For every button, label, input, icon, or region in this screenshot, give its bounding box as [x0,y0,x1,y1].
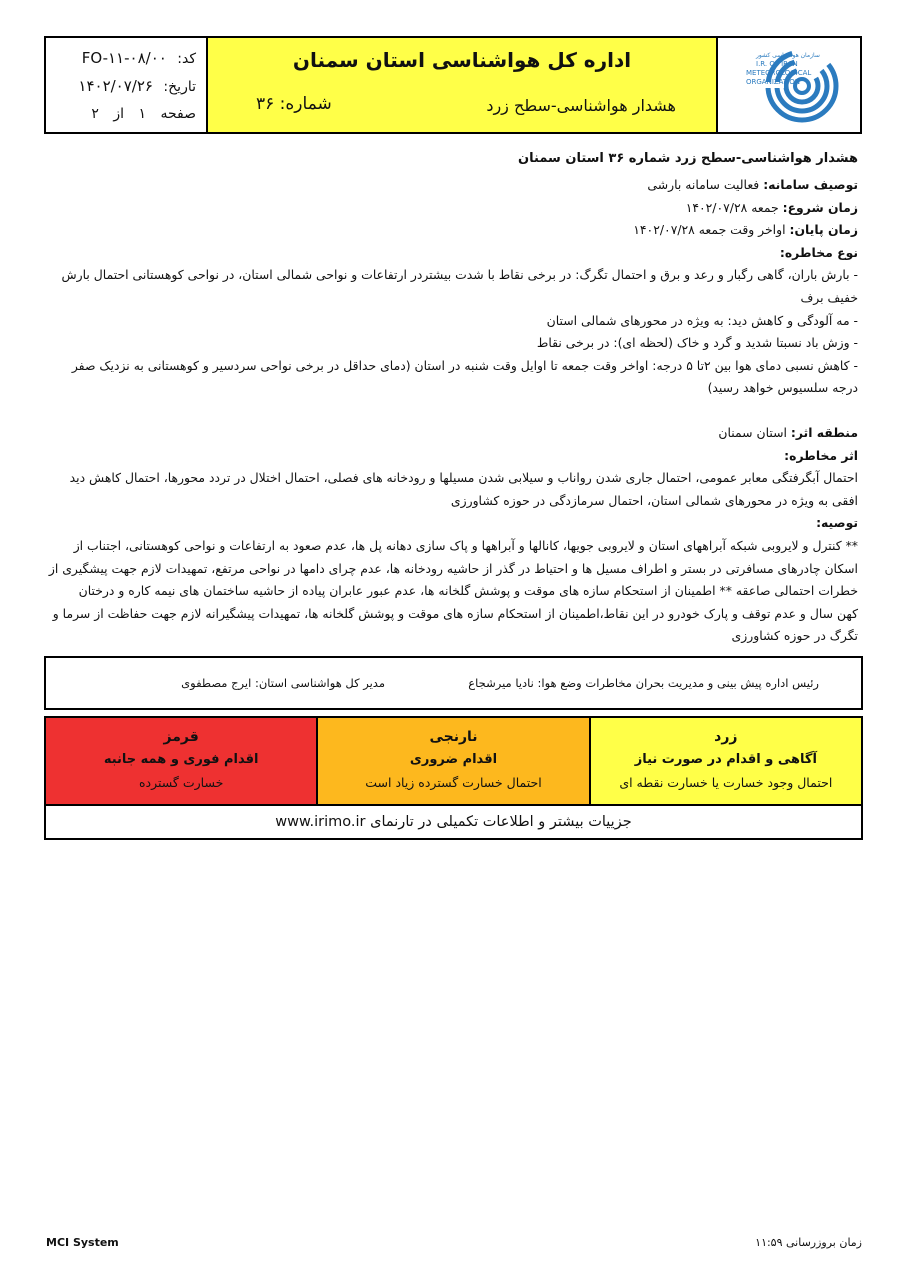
system-row [52,174,858,197]
level-desc: احتمال خسارت گسترده زیاد است [365,775,542,790]
document-meta [46,38,208,132]
forecast-head-signature: رئیس اداره پیش بینی و مدیریت بحران مخاطرات وضع هوا: نادیا میرشجاع [468,676,819,690]
level-red [46,718,316,804]
page-label: صفحه [160,106,196,122]
level-name: نارنجی [429,729,478,745]
advice-line: خطرات احتمالی صاعقه ** اطمینان از استحکام سازه های موقت و پوشش گلخانه ها، عدم عبور عابران پیاده از حاشیه ساختمان های نیمه کاره و درختان [78,583,858,599]
system-value: فعالیت سامانه بارشی [647,177,760,192]
level-name: زرد [714,729,738,745]
code-label: کد: [177,51,196,67]
warning-title: هشدار هواشناسی-سطح زرد شماره ۳۶ استان سمنان [518,151,858,166]
area-value: استان سمنان [718,424,787,440]
irimo-logo [718,38,860,132]
hazard-label: نوع مخاطره: [779,244,858,260]
advice-line: اسکان چادرهای مسافرتی در بستر و اطراف مسیل ها و احتیاط در گذر از حاشیه رودخانه ها، عدم چرای دامها در نواحی مرتفع، تمهیدات لازم جهت پیشگیری از [48,560,858,576]
advice-label: توصیه: [816,515,858,531]
level-name: قرمز [163,729,199,745]
start-label: زمان شروع: [782,199,858,215]
level-action: اقدام ضروری [409,752,498,767]
start-value: جمعه ۱۴۰۲/۰۷/۲۸ [685,199,779,215]
impact-label: اثر مخاطره: [784,447,858,463]
level-action: آگاهی و اقدام در صورت نیاز [634,752,817,767]
date-value: ۱۴۰۲/۰۷/۲۶ [78,77,153,95]
header-title-box [208,38,718,132]
hazard-line: - کاهش نسبی دمای هوا بین ۲تا ۵ درجه: اواخر وقت جمعه تا اوایل وقت شنبه در استان (دمای حداقل در برخی نواحی سردسیر و کوهستانی به نزدیک صفر [71,357,858,373]
level-desc: خسارت گسترده [138,775,224,790]
update-time [755,1236,862,1249]
area-label: منطقه اثر: [790,424,858,440]
logo-text-en-3: ORGANIZATION [746,78,801,86]
advice-line: ** کنترل و لایروبی شبکه آبراههای استان و لایروبی جویها، کانالها و آبراهها و پاک سازی دهانه پل ها، عدم صعود به ارتفاعات و نواحی کوهستانی، اجتناب از [73,537,858,553]
signatures-box [44,656,863,710]
website-link[interactable]: جزییات بیشتر و اطلاعات تکمیلی در تارنمای www.irimo.ir [275,814,632,830]
start-row [52,197,858,220]
warning-body [48,148,858,648]
page-title: اداره کل هواشناسی استان سمنان [292,48,632,72]
page-current: ۱ [138,106,147,122]
hazard-line: - وزش باد نسبتا شدید و گرد و خاک (لحظه ای): در برخی نقاط [536,335,858,351]
end-label: زمان پایان: [789,222,858,238]
impact-line: افقی به ویژه در محورهای شمالی استان، احتمال سرمازدگی در حوزه کشاورزی [450,492,858,508]
document-header [44,36,862,134]
page-total: ۲ [91,106,99,122]
hazard-line: درجه سلسیوس خواهد رسید) [707,380,858,396]
warning-number: شماره: ۳۶ [256,94,332,114]
system-name: MCI System [46,1236,119,1249]
logo-text-en-2: METEOROLOGICAL [746,69,812,77]
hazard-line: - بارش باران، گاهی رگبار و رعد و برق و احتمال تگرگ: در برخی نقاط با شدت بیشتردر ارتفاعات و نواحی شمالی استان، در نواحی کوهستانی احتمال بارش [61,267,858,283]
level-desc: احتمال وجود خسارت یا خسارت نقطه ای [619,775,833,790]
warning-levels-table [44,716,863,840]
area-row [52,422,858,445]
logo-icon [722,42,858,132]
page-indicator [54,100,196,128]
hazard-line: خفیف برف [800,289,858,305]
logo-text-en-1: I.R. OF IRAN [756,60,798,68]
date-label: تاریخ: [163,79,196,95]
warning-level-title: هشدار هواشناسی-سطح زرد [486,96,676,115]
level-yellow [589,718,861,804]
page-of: از [113,106,125,122]
impact-line: احتمال آبگرفتگی معابر عمومی، احتمال جاری شدن رواناب و سیلابی شدن مسیلها و رودخانه های فصلی، احتمال اختلال در تردد محورها، احتمال کاهش دید [69,470,858,486]
director-signature: مدیر کل هواشناسی استان: ایرج مصطفوی [181,676,385,690]
update-value: ۱۱:۵۹ [755,1236,783,1249]
logo-text-fa: سازمان هواشناسی کشور [756,52,820,59]
system-label: توصیف سامانه: [763,177,858,192]
advice-line: تگرگ در حوزه کشاورزی [731,628,858,644]
level-action: اقدام فوری و همه جانبه [103,752,259,767]
advice-line: کهن سال و عدم توقف و پارک خودرو در این نقاط،اطمینان از استحکام سازه های موقت و پوشش گلخانه ها، تمهیدات پیشگیرانه لازم جهت حفاظت از سرما و [52,605,858,621]
end-value: اواخر وقت جمعه ۱۴۰۲/۰۷/۲۸ [633,222,786,238]
end-row [52,219,858,242]
code-value: FO-۱۱-۰۸/۰۰ [81,49,167,67]
level-orange [316,718,588,804]
update-label: زمان بروزرسانی [786,1236,862,1249]
hazard-line: - مه آلودگی و کاهش دید: به ویژه در محورهای شمالی استان [546,312,858,328]
